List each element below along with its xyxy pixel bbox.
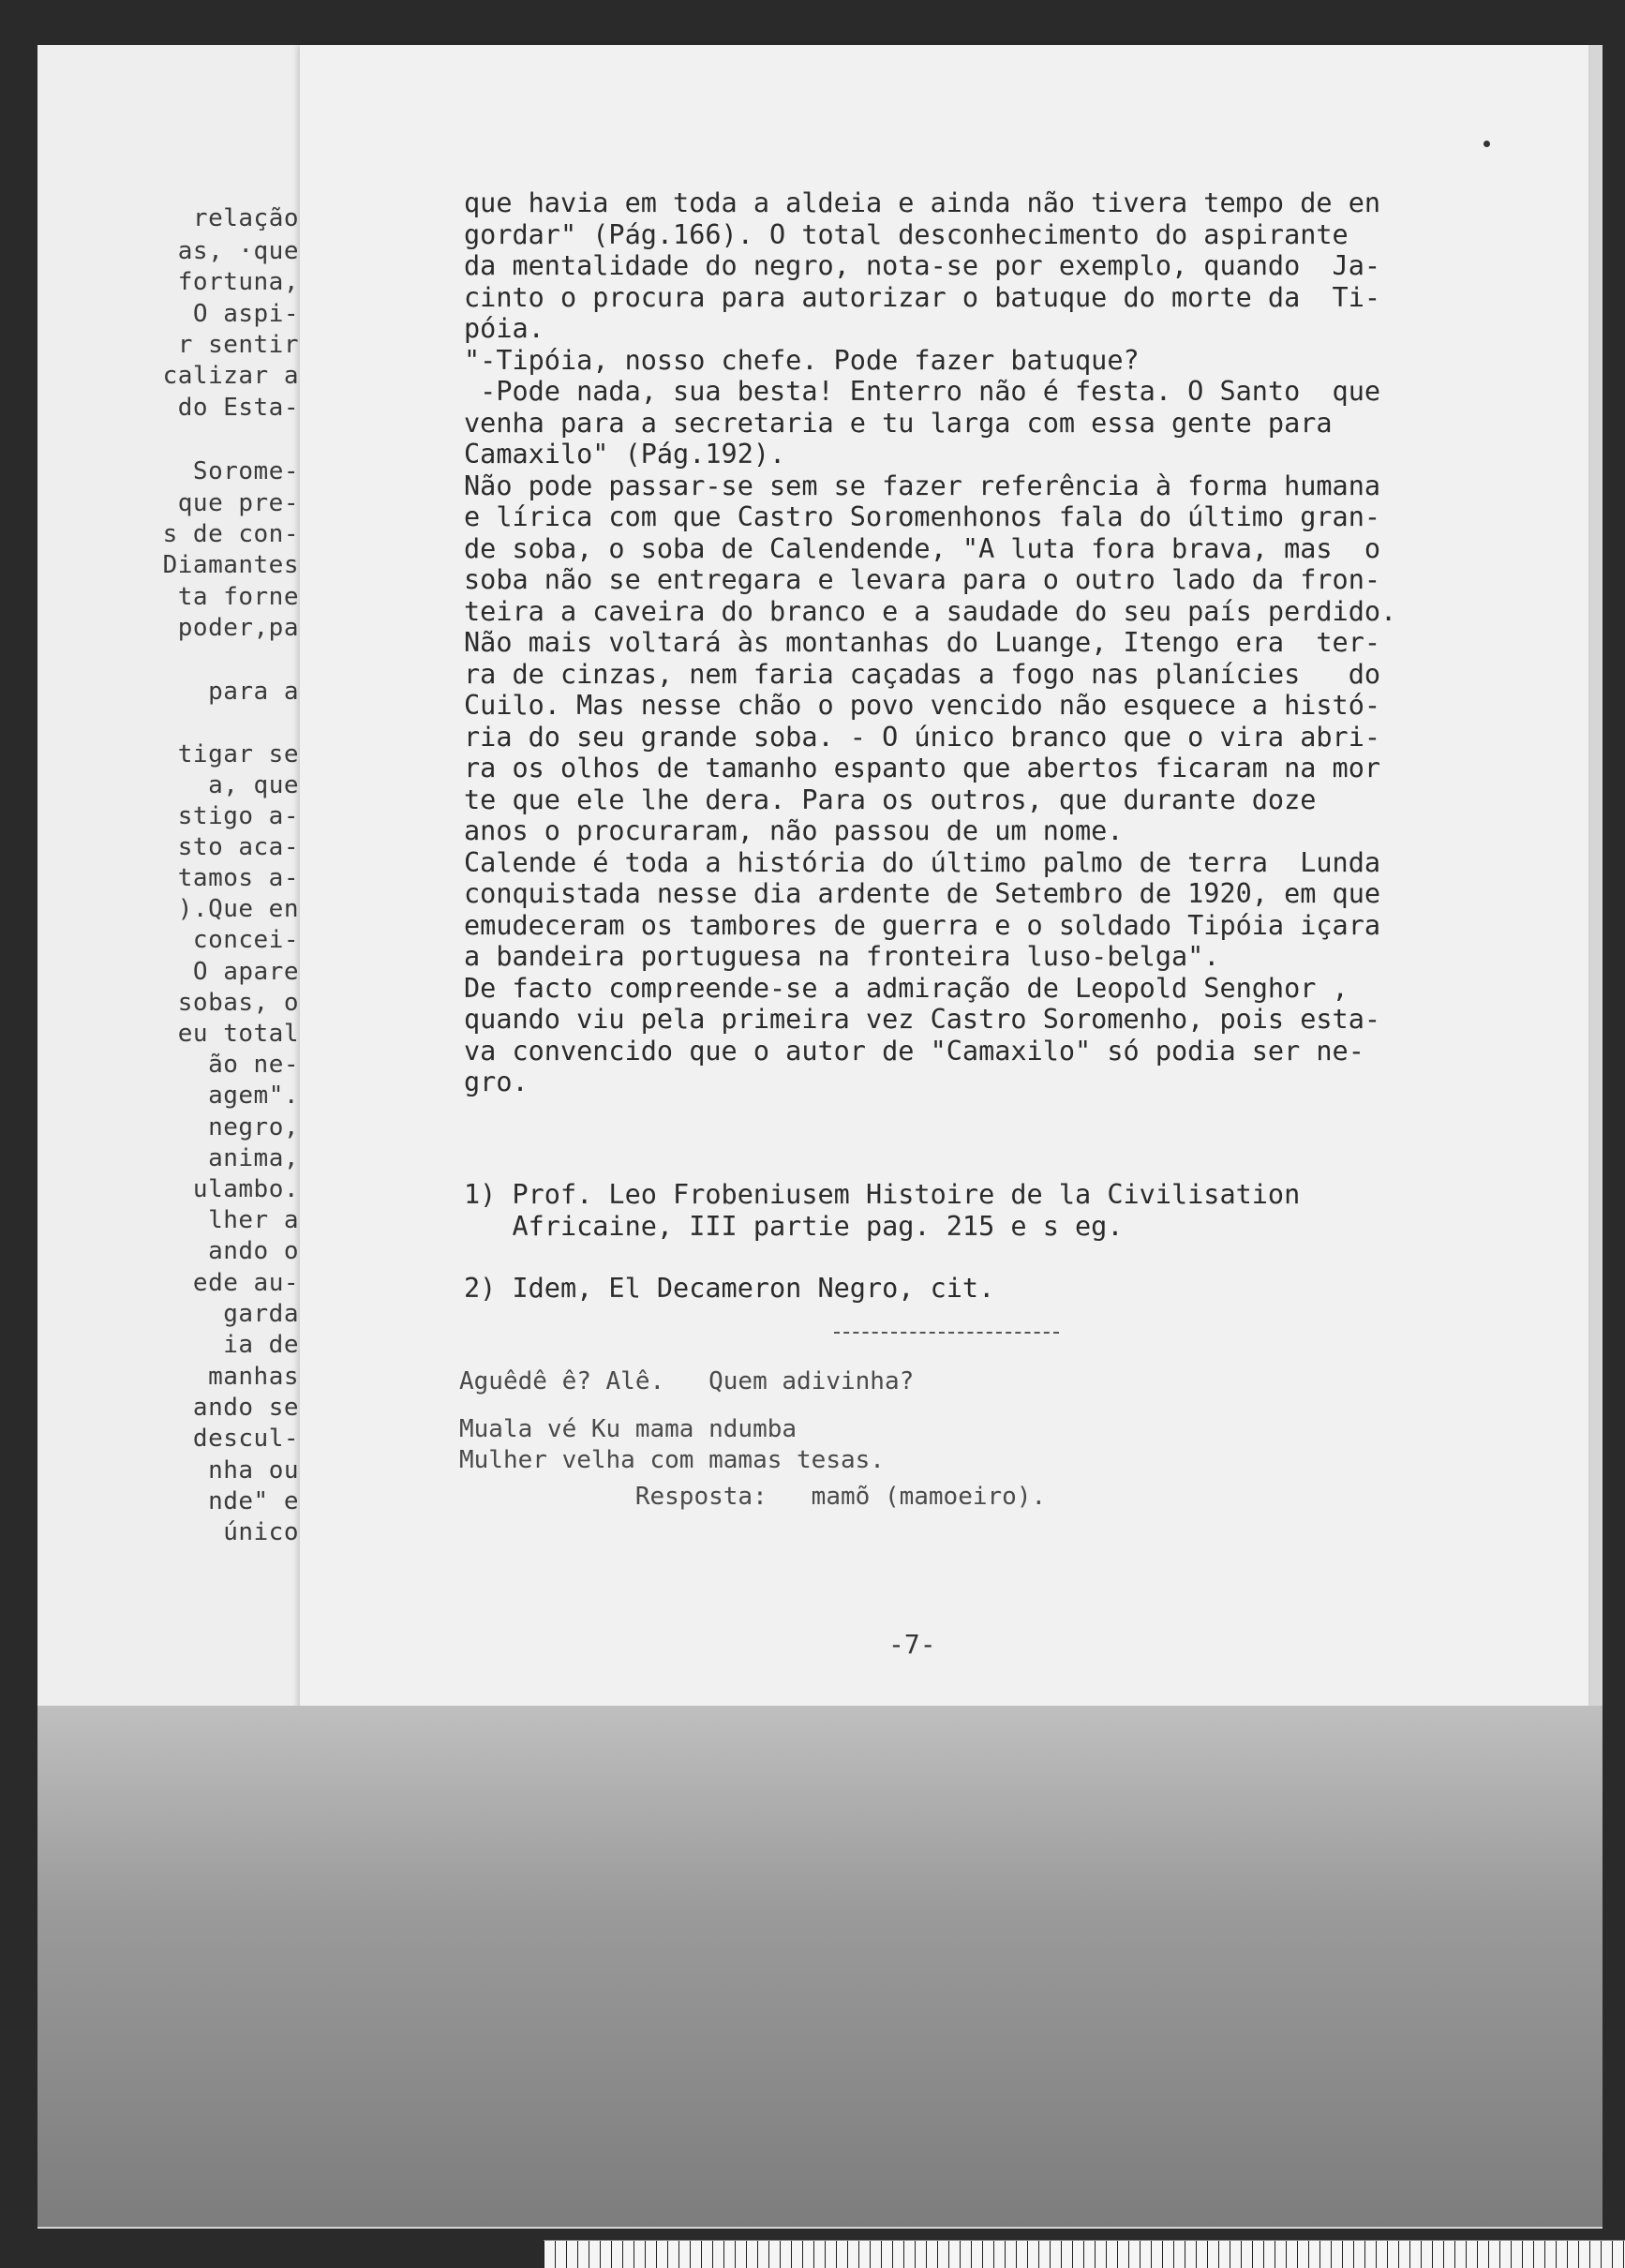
text-line: soba não se entregara e levara para o outro lado da fron-	[464, 564, 1381, 595]
left-fragment-line: s de con-	[162, 520, 299, 548]
left-fragment-line: eu total	[177, 1020, 299, 1048]
left-fragment-line: ia de	[223, 1331, 299, 1359]
text-line: Camaxilo" (Pág.192).	[464, 439, 786, 470]
text-line: gro.	[464, 1067, 529, 1097]
left-fragment-line: stigo a-	[177, 802, 299, 830]
left-fragment-line: Sorome-	[192, 457, 299, 485]
left-fragment-line: ).Que en	[177, 895, 299, 923]
paper-mark	[1483, 141, 1490, 147]
text-line: e lírica com que Castro Soromenhonos fala do último gran-	[464, 501, 1381, 532]
left-fragment-line: do Esta-	[177, 394, 299, 422]
text-line: de soba, o soba de Calendende, "A luta fora brava, mas o	[464, 532, 1381, 564]
left-fragment-line: nde" e	[208, 1487, 299, 1515]
left-fragment-line: sobas, o	[177, 989, 299, 1017]
text-line: ra de cinzas, nem faria caçadas a fogo nas planícies do	[464, 658, 1381, 690]
riddle-line-kimbundu: Muala vé Ku mama ndumba	[459, 1415, 798, 1443]
left-fragment-line: garda	[223, 1300, 299, 1328]
left-fragment-line: manhas	[208, 1363, 299, 1391]
left-fragment-line: negro,	[208, 1113, 299, 1141]
footnotes	[464, 1179, 1513, 1305]
riddle-block	[459, 1366, 1396, 1513]
text-line: De facto compreende-se a admiração de Leopold Senghor ,	[464, 972, 1349, 1004]
left-fragment-line: a, que	[208, 771, 299, 799]
left-fragment-line: ão ne-	[208, 1051, 299, 1079]
left-fragment-line: descul-	[192, 1425, 299, 1453]
left-fragment-line: tamos a-	[177, 864, 299, 892]
left-fragment-line: ando o	[208, 1237, 299, 1265]
section-divider	[834, 1332, 1059, 1334]
left-fragment-line: agem".	[208, 1082, 299, 1110]
left-fragment-line: nha ou	[208, 1456, 299, 1485]
text-line: anos o procuraram, não passou de um nome.	[464, 815, 1124, 846]
left-fragment-line: O aspi-	[192, 300, 299, 328]
text-line: Não mais voltará às montanhas do Luange, Itengo era ter-	[464, 627, 1381, 658]
main-page	[300, 45, 1588, 1723]
left-fragment-line: ta forne	[177, 583, 299, 611]
page-number: -7-	[888, 1629, 936, 1660]
left-fragment-line: poder,pa	[177, 614, 299, 642]
text-line: da mentalidade do negro, nota-se por exemplo, quando Ja-	[464, 250, 1381, 281]
text-line: ra os olhos de tamanho espanto que abertos ficaram na mor	[464, 753, 1381, 783]
text-line: Cuilo. Mas nesse chão o povo vencido não esquece a histó-	[464, 690, 1381, 721]
left-fragment-line: lher a	[208, 1206, 299, 1234]
left-fragment-line: as, ·que	[177, 237, 299, 265]
text-line: conquistada nesse dia ardente de Setembro de 1920, em que	[464, 878, 1381, 909]
text-line: va convencido que o autor de "Camaxilo" só podia ser ne-	[464, 1035, 1364, 1067]
text-line: póia.	[464, 313, 544, 344]
text-line: "-Tipóia, nosso chefe. Pode fazer batuque?	[464, 344, 1140, 376]
text-line: cinto o procura para autorizar o batuque do morte da Ti-	[464, 281, 1381, 313]
left-fragment-line: único	[223, 1518, 299, 1546]
text-line: venha para a secretaria e tu larga com essa gente para	[464, 407, 1333, 439]
left-fragment-line: tigar se	[177, 740, 299, 768]
riddle-question: Aguêdê ê? Alê. Quem adivinha?	[459, 1367, 915, 1395]
scale-ruler	[544, 2240, 1625, 2268]
left-fragment-line: sto aca-	[177, 833, 299, 861]
text-line: gordar" (Pág.166). O total desconhecimento do aspirante	[464, 218, 1349, 250]
body-text	[464, 187, 1513, 1098]
text-line: Não pode passar-se sem se fazer referência à forma humana	[464, 470, 1381, 501]
text-line: quando viu pela primeira vez Castro Soromenho, pois esta-	[464, 1004, 1381, 1035]
left-fragment-line: O apare	[192, 958, 299, 986]
text-line: ria do seu grande soba. - O único branco que o vira abri-	[464, 721, 1381, 753]
left-fragment-line: ede au-	[192, 1269, 299, 1297]
scan-shadow-area	[37, 1706, 1603, 2227]
text-line: que havia em toda a aldeia e ainda não tivera tempo de en	[464, 187, 1381, 218]
text-line: te que ele lhe dera. Para os outros, que durante doze	[464, 783, 1317, 815]
text-line: teira a caveira do branco e a saudade do seu país perdido.	[464, 595, 1397, 627]
left-fragment-line: para a	[208, 678, 299, 706]
left-fragment-line: Diamantes	[162, 551, 299, 579]
riddle-answer: Resposta: mamõ (mamoeiro).	[459, 1483, 1047, 1511]
left-fragment-line: que pre-	[177, 489, 299, 517]
left-fragment-line: ulambo.	[192, 1175, 299, 1203]
text-line: Calende é toda a história do último palmo de terra Lunda	[464, 846, 1381, 878]
left-page-fragment	[37, 45, 316, 1706]
left-fragment-line: calizar a	[162, 362, 299, 390]
left-fragment-line: fortuna,	[177, 268, 299, 296]
text-line: a bandeira portuguesa na fronteira luso-belga".	[464, 941, 1220, 972]
left-fragment-line: concei-	[192, 926, 299, 954]
text-line: emudeceram os tambores de guerra e o soldado Tipóia içara	[464, 909, 1381, 941]
riddle-line-portuguese: Mulher velha com mamas tesas.	[459, 1446, 885, 1474]
left-fragment-line: r sentir	[177, 331, 299, 359]
footnote-1: 1) Prof. Leo Frobeniusem Histoire de la Civilisation	[464, 1179, 1301, 1210]
text-line: -Pode nada, sua besta! Enterro não é festa. O Santo que	[464, 376, 1381, 407]
left-fragment-line: relação	[192, 204, 299, 232]
left-fragment-line: anima,	[208, 1144, 299, 1172]
footnote-1-continuation: Africaine, III partie pag. 215 e s eg.	[464, 1210, 1124, 1242]
left-fragment-line: ando se	[192, 1394, 299, 1422]
footnote-2: 2) Idem, El Decameron Negro, cit.	[464, 1273, 995, 1304]
